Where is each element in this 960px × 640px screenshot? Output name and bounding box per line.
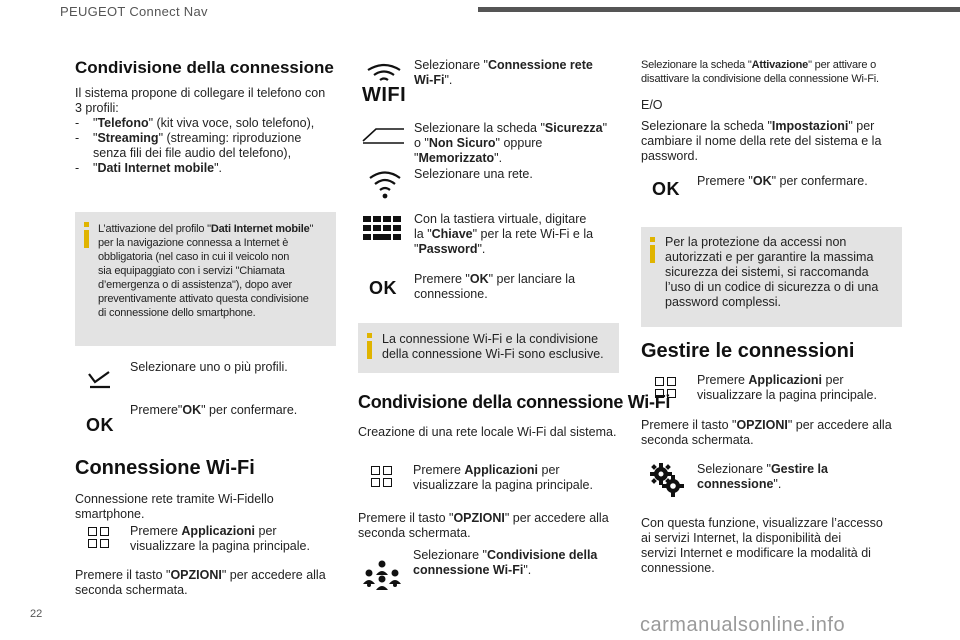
info-icon — [650, 245, 655, 263]
info-text: La connessione Wi-Fi e la condivisione della connessione Wi-Fi sono esclusive. — [382, 332, 604, 361]
apps-grid-icon — [655, 377, 677, 399]
info-text: L’attivazione del profilo "Dati Internet mobile" per la navigazione connessa a Internet è obbligatoria (nel caso in cui il veicolo non sia equipaggiato con i servizi "Chiamata d’emergenza o di assistenza"), dopo aver preventivamente attivato questa condivisione di connessione dello smartphone. — [98, 223, 314, 319]
wifi-intro: Connessione rete tramite Wi-Fidello smartphone. — [75, 492, 274, 521]
wifi-icon — [364, 62, 404, 84]
step-settings-tab: Selezionare la scheda "Impostazioni" per cambiare il nome della rete del sistema e la password. — [641, 119, 882, 163]
list-item: - "Telefono" (kit viva voce, solo telefono), — [75, 116, 315, 130]
info-box-security — [641, 227, 902, 327]
list-item: - "Dati Internet mobile". — [75, 161, 223, 175]
manage-description: Con questa funzione, visualizzare l’accesso ai servizi Internet, la disponibilità dei servizi Internet e modificare la modalità di connessione. — [641, 516, 883, 575]
step-keyboard: Con la tastiera virtuale, digitare la "Chiave" per la rete Wi-Fi e la "Password". — [414, 212, 594, 256]
info-box-exclusive — [358, 323, 619, 373]
wifi-sharing-intro: Creazione di una rete locale Wi-Fi dal sistema. — [358, 425, 617, 439]
section-title-wifi: Connessione Wi-Fi — [75, 457, 255, 479]
and-or-text: E/O — [641, 98, 663, 112]
section-title-manage: Gestire le connessioni — [641, 340, 855, 362]
step-options: Premere il tasto "OPZIONI" per accedere alla seconda schermata. — [75, 568, 326, 597]
header-bar — [478, 7, 960, 12]
info-icon — [84, 230, 89, 248]
gear-icon — [649, 462, 685, 498]
step-select-profiles: Selezionare uno o più profili. — [130, 360, 288, 374]
step-select-network: Selezionare una rete. — [414, 167, 533, 181]
step-apps: Premere Applicazioni per visualizzare la pagina principale. — [130, 524, 310, 553]
watermark: carmanualsonline.info — [640, 614, 846, 636]
tab-icon — [362, 128, 406, 144]
step-select-sharing: Selezionare "Condivisione della connessione Wi-Fi". — [413, 548, 598, 577]
info-icon — [367, 341, 372, 359]
step-select-wifi: Selezionare "Connessione rete Wi-Fi". — [414, 58, 593, 87]
ok-icon: OK — [369, 278, 397, 298]
keyboard-icon — [363, 216, 403, 244]
step-options: Premere il tasto "OPZIONI" per accedere alla seconda schermata. — [358, 511, 609, 540]
step-security-tab: Selezionare la scheda "Sicurezza" o "Non Sicuro" oppure "Memorizzato". — [414, 121, 608, 165]
wifi-network-icon — [368, 170, 402, 200]
step-launch-connection: Premere "OK" per lanciare la connessione. — [414, 272, 576, 301]
intro-text: Il sistema propone di collegare il telefono con 3 profili: — [75, 86, 326, 115]
step-select-manage: Selezionare "Gestire la connessione". — [697, 462, 828, 491]
connection-sharing-icon — [362, 560, 402, 592]
list-item: - "Streaming" (streaming: riproduzione senza fili dei file audio del telefono), — [75, 131, 302, 160]
apps-grid-icon — [88, 527, 110, 549]
wifi-label: WIFI — [362, 84, 407, 106]
step-confirm-ok: Premere "OK" per confermare. — [697, 174, 868, 188]
step-apps: Premere Applicazioni per visualizzare la pagina principale. — [697, 373, 877, 402]
step-options: Premere il tasto "OPZIONI" per accedere alla seconda schermata. — [641, 418, 892, 447]
step-confirm-ok: Premere"OK" per confermare. — [130, 403, 298, 417]
header-title: PEUGEOT Connect Nav — [60, 4, 208, 19]
step-activation-tab: Selezionare la scheda "Attivazione" per attivare o disattivare la condivisione della connessione Wi-Fi. — [641, 59, 879, 85]
ok-icon: OK — [652, 179, 680, 199]
profile-list — [75, 116, 345, 176]
section-title-sharing: Condivisione della connessione — [75, 58, 334, 77]
select-profile-icon — [87, 370, 113, 390]
info-text: Per la protezione da accessi non autorizzati e per garantire la massima sicurezza dei sistemi, si raccomanda l’uso di un codice di sicurezza o di una password complessi. — [665, 235, 879, 309]
apps-grid-icon — [371, 466, 393, 488]
ok-icon: OK — [86, 415, 114, 435]
info-box-internet — [75, 212, 336, 346]
page-number: 22 — [30, 608, 43, 620]
step-apps: Premere Applicazioni per visualizzare la pagina principale. — [413, 463, 593, 492]
section-title-wifi-sharing: Condivisione della connessione Wi-Fi — [358, 392, 671, 412]
